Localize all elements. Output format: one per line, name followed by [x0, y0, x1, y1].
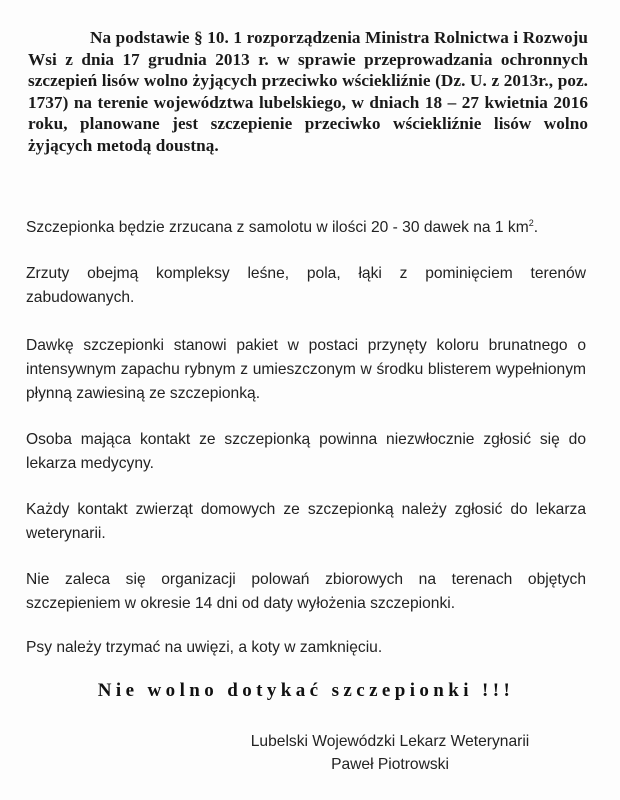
- paragraph-pets-restraint: Psy należy trzymać na uwięzi, a koty w zamknięciu.: [26, 639, 383, 656]
- paragraph-bait-description: Dawkę szczepionki stanowi pakiet w postaci przynęty koloru brunatnego o intensywnym zapachu rybnym z umieszczonym w środku blisterem wypełnionym płynną zawiesiną ze szczepionką.: [26, 337, 586, 402]
- paragraph-vaccine-dose-end: .: [533, 219, 539, 236]
- warning-heading: Nie wolno dotykać szczepionki !!!: [97, 680, 515, 701]
- square-superscript: 2: [528, 217, 534, 228]
- paragraph-human-contact: Osoba mająca kontakt ze szczepionką powinna niezwłocznie zgłosić się do lekarza medycyny.: [26, 431, 586, 472]
- paragraph-vaccine-dose-text: Szczepionka będzie zrzucana z samolotu w ilości 20 - 30 dawek na 1 km: [26, 219, 529, 236]
- intro-paragraph: Na podstawie § 10. 1 rozporządzenia Ministra Rolnictwa i Rozwoju Wsi z dnia 17 grudnia 2013 r. w sprawie przeprowadzania ochronnych szczepień lisów wolno żyjących przeciwko wściekliźnie (Dz. U. z 2013r., poz. 1737) na terenie województwa lubelskiego, w dniach 18 – 27 kwietnia 2016 roku, planowane jest szczepienie przeciwko wściekliźnie lisów wolno żyjących metodą doustną.: [28, 28, 588, 155]
- paragraph-pet-contact: Każdy kontakt zwierząt domowych ze szczepionką należy zgłosić do lekarza weterynarii.: [26, 501, 586, 542]
- paragraph-vaccine-dose: [26, 216, 586, 240]
- signature-block: [200, 730, 580, 776]
- paragraph-hunting: Nie zaleca się organizacji polowań zbiorowych na terenach objętych szczepieniem w okresie 14 dni od daty wyłożenia szczepionki.: [26, 571, 586, 612]
- signature-title: Lubelski Wojewódzki Lekarz Weterynarii: [250, 733, 530, 750]
- paragraph-drop-areas: Zrzuty obejmą kompleksy leśne, pola, łąki z pominięciem terenów zabudowanych.: [26, 265, 586, 306]
- signature-name: Paweł Piotrowski: [331, 756, 449, 773]
